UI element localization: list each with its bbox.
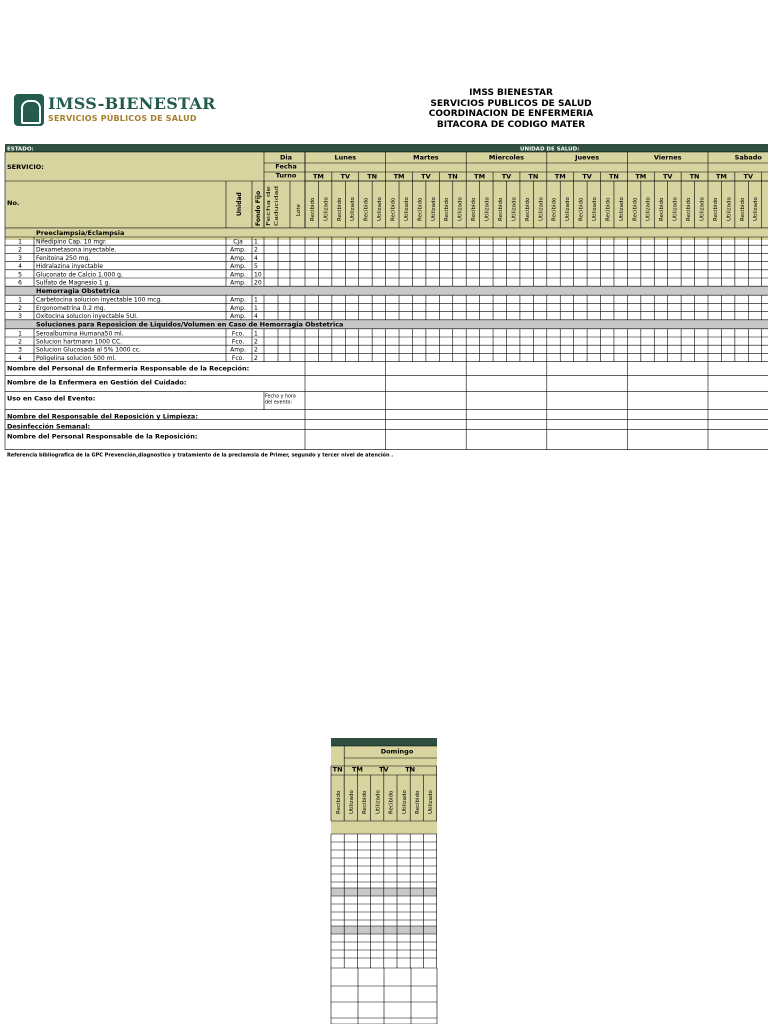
recibido-header: Recibido	[415, 790, 421, 814]
medication-unit: Amp.	[230, 271, 246, 279]
row-number: 4	[18, 263, 22, 271]
fondo-fijo-qty: 2	[254, 354, 258, 362]
estado-label: ESTADO:	[7, 146, 34, 153]
fondo-fijo-qty: 10	[254, 271, 262, 279]
row-number: 2	[18, 304, 22, 312]
fondo-fijo-qty: 1	[254, 296, 258, 304]
recibido-header: Recibido	[605, 197, 612, 221]
no-header: No.	[7, 199, 20, 207]
recibido-header: Recibido	[632, 197, 639, 221]
fecha-caducidad-header: Caducidad	[274, 196, 280, 226]
logo-subtitle: SERVICIOS PÚBLICOS DE SALUD	[48, 114, 197, 123]
recibido-header: Recibido	[336, 197, 343, 221]
medication-name: Sulfato de Magnesio 1 g.	[36, 279, 111, 287]
medication-name: Carbetocina solucion inyectable 100 mcg.	[36, 296, 163, 304]
utilizado-header: Utilizado	[699, 197, 706, 221]
shift-label: TN	[689, 172, 700, 181]
recibido-header: Recibido	[309, 197, 316, 221]
row-number: 5	[18, 271, 22, 279]
utilizado-header: Utilizado	[672, 197, 679, 221]
shift-label: TV	[421, 172, 431, 181]
medication-name: Oxitocina solucion inyectable 5UI.	[36, 313, 138, 321]
row-number: 2	[18, 338, 22, 346]
row-number: 1	[18, 330, 22, 338]
fondo-fijo-qty: 2	[254, 246, 258, 254]
shift-label: TM	[635, 172, 647, 181]
medication-unit: Amp.	[230, 279, 246, 287]
recibido-header: Recibido	[739, 197, 746, 221]
medication-name: Gluconato de Calcio 1.000 g.	[36, 271, 123, 279]
overflow-header-bar	[331, 738, 437, 746]
shift-label: TM	[351, 765, 363, 774]
utilizado-header: Utilizado	[538, 197, 545, 221]
fecha-hora-evento-label: Fecha y hora	[265, 394, 296, 400]
footer-label: Uso en Caso del Evento:	[7, 394, 96, 403]
row-number: 3	[18, 313, 22, 321]
footer-label: Nombre del Personal de Enfermeria Responsable de la Recepción:	[7, 364, 250, 373]
fecha-label: Fecha	[275, 162, 297, 171]
recibido-header: Recibido	[362, 790, 369, 814]
utilizado-header: Utilizado	[430, 197, 437, 221]
turno-label: Turno	[275, 171, 297, 180]
recibido-header: Recibido	[390, 197, 397, 221]
medication-name: Nifedipino Cap. 10 mgr.	[36, 238, 107, 246]
fondo-fijo-header: Fondo Fijo	[255, 190, 262, 226]
fondo-fijo-qty: 4	[254, 254, 258, 262]
utilizado-header: Utilizado	[753, 197, 760, 221]
heading-line-2: SERVICIOS PUBLICOS DE SALUD	[430, 98, 592, 109]
shift-label: TV	[743, 172, 754, 181]
medication-name: Solucion hartmann 1000 CC.	[36, 338, 123, 346]
shift-label: TV	[379, 765, 389, 774]
utilizado-header: Utilizado	[401, 790, 408, 814]
shift-label: TV	[501, 172, 512, 181]
utilizado-header: Utilizado	[403, 197, 410, 221]
utilizado-header: Utilizado	[323, 197, 330, 221]
day-label-martes: Martes	[413, 153, 439, 162]
shift-label: TN	[367, 172, 378, 181]
row-number: 3	[18, 346, 22, 354]
shift-label: TN	[405, 765, 416, 774]
column-header-band	[5, 152, 768, 240]
medication-unit: Amp.	[230, 296, 246, 304]
recibido-header: Recibido	[659, 197, 666, 221]
fondo-fijo-qty: 2	[254, 338, 258, 346]
recibido-header: Recibido	[551, 197, 558, 221]
fondo-fijo-qty: 5	[254, 263, 258, 271]
footer-label: Nombre del Responsable del Reposición y Limpieza:	[7, 412, 198, 421]
medication-name: Solucion Glucosada al 5% 1000 cc.	[36, 346, 141, 354]
medication-unit: Fco.	[231, 330, 245, 338]
utilizado-header: Utilizado	[645, 197, 652, 221]
dia-label: Dia	[279, 153, 293, 162]
recibido-header: Recibido	[417, 197, 424, 221]
shift-label: TV	[582, 172, 592, 181]
medication-unit: Amp.	[230, 263, 246, 271]
shift-label: TM	[715, 172, 727, 181]
shift-label: TM	[393, 172, 405, 181]
recibido-header: Recibido	[712, 197, 719, 221]
recibido-header: Recibido	[578, 197, 585, 221]
shift-label: TV	[662, 172, 673, 181]
recibido-header: Recibido	[444, 197, 451, 221]
utilizado-header: Utilizado	[350, 197, 357, 221]
overflow-section-band	[331, 821, 437, 834]
lote-header: Lote	[296, 204, 302, 216]
utilizado-header: Utilizado	[592, 197, 599, 221]
footer-label: Nombre de la Enfermera en Gestión del Cuidado:	[7, 378, 187, 387]
recibido-header: Recibido	[497, 197, 504, 221]
section-title: Soluciones para Reposicion de Liquidos/Volumen en Caso de Hemorragia Obstetrica	[36, 320, 344, 329]
recibido-header: Recibido	[388, 790, 395, 814]
reference-text: Referencia bibliografica de la GPC Prevención,diagnostico y tratamiento de la preclamsia de Primer, segundo y tercer nivel de atención .	[7, 452, 394, 459]
shift-label: TM	[474, 172, 486, 181]
recibido-header: Recibido	[524, 197, 531, 221]
fondo-fijo-qty: 1	[254, 304, 258, 312]
utilizado-header: Utilizado	[484, 197, 491, 221]
medication-name: Poligelina solucion 500 ml.	[36, 354, 117, 362]
unidad-header: Unidad	[236, 192, 243, 216]
recibido-header: Recibido	[686, 197, 693, 221]
fondo-fijo-qty: 1	[254, 330, 258, 338]
recibido-header: Recibido	[363, 197, 370, 221]
heading-line-3: COORDINACION DE ENFERMERIA	[428, 109, 594, 119]
footer-label: Nombre del Personal Responsable de la Reposición:	[7, 432, 198, 441]
shift-label: TM	[312, 172, 324, 181]
medication-unit: Amp.	[230, 246, 246, 254]
row-number: 1	[18, 238, 22, 246]
utilizado-header: Utilizado	[565, 197, 572, 221]
row-number: 4	[18, 354, 22, 362]
utilizado-header: Utilizado	[726, 197, 733, 221]
row-number: 1	[18, 296, 22, 304]
shift-label: TM	[554, 172, 566, 181]
utilizado-header: Utilizado	[511, 197, 518, 221]
fecha-caducidad-header: Fecha de	[266, 201, 272, 226]
utilizado-header: Utilizado	[377, 197, 384, 221]
medication-name: Seroalbumina Humana50 ml.	[36, 330, 124, 338]
day-label-sabado: Sabado	[734, 153, 762, 162]
medication-unit: Amp.	[230, 254, 246, 262]
day-label-jueves: Jueves	[575, 153, 600, 162]
medication-name: Dexametasona inyectable.	[36, 246, 117, 254]
utilizado-header: Utilizado	[618, 197, 625, 221]
shift-label: TN	[528, 172, 539, 181]
utilizado-header: Utilizado	[457, 197, 464, 221]
section-title: Preeclampsia/Eclampsia	[36, 228, 125, 237]
shift-label: TN	[609, 172, 619, 181]
medication-unit: Amp.	[230, 346, 246, 354]
row-number: 6	[18, 279, 22, 287]
logo-brand: IMSS-BIENESTAR	[48, 94, 216, 113]
fondo-fijo-qty: 2	[254, 346, 258, 354]
utilizado-header: Utilizado	[349, 790, 355, 814]
day-label-viernes: Viernes	[653, 153, 682, 162]
medication-unit: Amp.	[230, 313, 246, 321]
fondo-fijo-qty: 1	[254, 238, 258, 246]
recibido-header: Recibido	[335, 790, 342, 814]
heading-line-4: BITACORA DE CODIGO MATER	[436, 119, 586, 130]
top-header-bar	[5, 144, 768, 152]
shift-label: TN	[332, 765, 343, 774]
medication-name: Hidralazina inyectable	[36, 263, 103, 271]
medication-name: Fenitoina 250 mg.	[36, 254, 91, 262]
unidad-salud-label: UNIDAD DE SALUD:	[520, 146, 580, 153]
day-label-lunes: Lunes	[334, 153, 357, 162]
footer-label: Desinfección Semanal:	[7, 422, 91, 431]
row-number: 2	[18, 246, 22, 254]
day-label-domingo: Domingo	[380, 747, 414, 756]
heading-line-1: IMSS BIENESTAR	[469, 88, 553, 98]
day-label-miercoles: Miercoles	[488, 153, 525, 162]
medication-unit: Cja	[233, 238, 243, 246]
shift-label: TV	[340, 172, 351, 181]
medication-unit: Fco.	[231, 338, 245, 346]
medication-unit: Fco.	[231, 354, 245, 362]
recibido-header: Recibido	[471, 197, 478, 221]
medication-unit: Amp.	[230, 304, 246, 312]
section-title: Hemorragia Obstetrica	[36, 287, 120, 295]
fondo-fijo-qty: 20	[254, 279, 262, 287]
medication-name: Ergonometrina 0.2 mg.	[36, 304, 106, 312]
shift-label: TN	[447, 172, 458, 181]
fecha-hora-evento-label: del evento:	[265, 400, 293, 406]
row-number: 3	[18, 254, 22, 262]
utilizado-header: Utilizado	[428, 790, 435, 814]
fondo-fijo-qty: 4	[254, 313, 258, 321]
servicio-label: SERVICIO:	[7, 163, 44, 171]
utilizado-header: Utilizado	[375, 790, 382, 814]
